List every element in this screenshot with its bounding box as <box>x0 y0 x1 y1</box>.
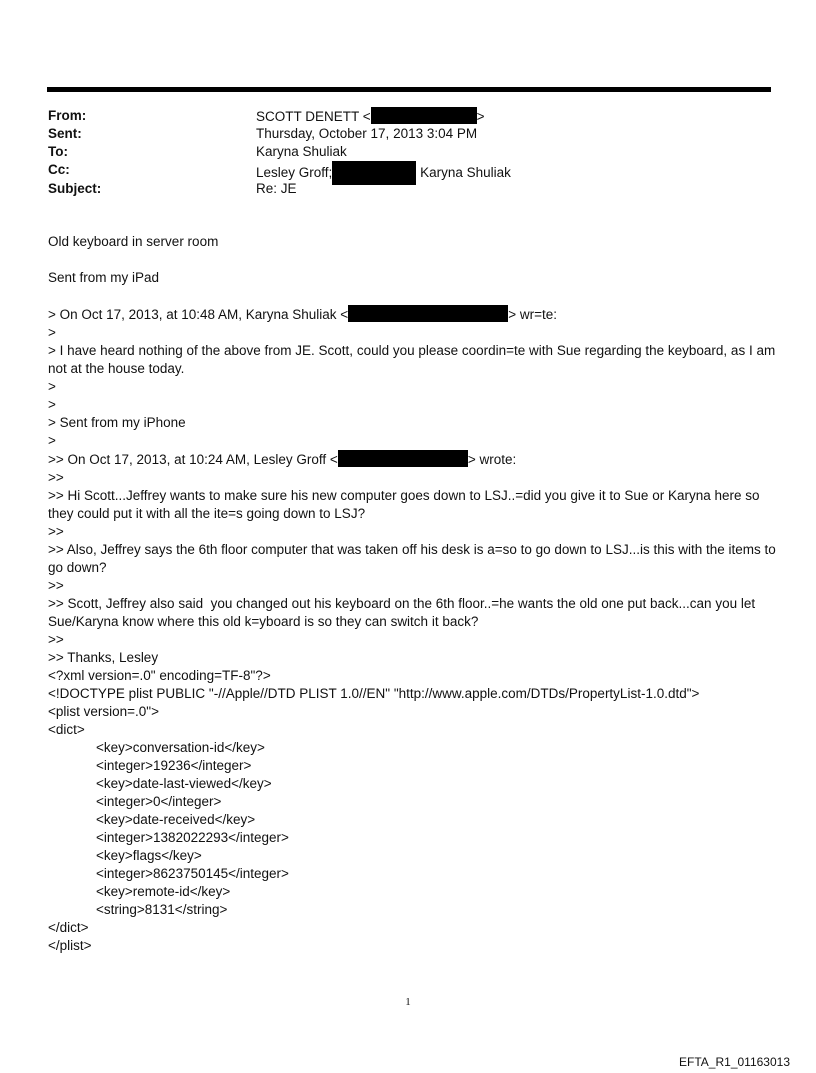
xml-line: </plist> <box>48 938 92 953</box>
subject-label: Subject: <box>48 181 102 196</box>
quote-line: >> <box>48 470 64 485</box>
sent-label: Sent: <box>48 126 82 141</box>
quote-line: >> <box>48 632 64 647</box>
quote-line: >> <box>48 578 64 593</box>
quote-line: >> Also, Jeffrey says the 6th floor computer that was taken off his desk is a=so to go down to LSJ...is this with the items to go down? <box>48 542 780 575</box>
cc-label: Cc: <box>48 162 70 177</box>
body-line: Sent from my iPad <box>48 270 160 285</box>
quote-line: > <box>48 325 56 340</box>
from-label: From: <box>48 108 87 123</box>
from-name: SCOTT DENETT < <box>256 109 371 124</box>
page-number: 1 <box>405 996 411 1008</box>
cc-first: Lesley Groff; <box>256 165 333 180</box>
redaction-bar <box>371 107 477 124</box>
redaction-bar <box>332 161 416 185</box>
xml-line: <integer>8623750145</integer> <box>96 866 289 881</box>
xml-line: <key>conversation-id</key> <box>96 740 265 755</box>
header-rule <box>47 87 771 92</box>
redaction-bar <box>348 305 508 322</box>
xml-line: <integer>1382022293</integer> <box>96 830 289 845</box>
body-line: Old keyboard in server room <box>48 234 219 249</box>
to-value: Karyna Shuliak <box>256 144 347 159</box>
xml-line: <?xml version=.0" encoding=TF-8"?> <box>48 668 271 683</box>
quote-line: >> Scott, Jeffrey also said you changed out his keyboard on the 6th floor..=he wants the old one put back...can you let Sue/Karyna know where this old k=yboard is so they can switch it back? <box>48 596 759 629</box>
email-body <box>48 233 778 955</box>
xml-line: <integer>19236</integer> <box>96 758 252 773</box>
quote-line: >> On Oct 17, 2013, at 10:24 AM, Lesley Groff < > wrote: <box>48 452 517 467</box>
quote-line: >> Hi Scott...Jeffrey wants to make sure his new computer goes down to LSJ..=did you give it to Sue or Karyna here so they could put it with all the ite=s going down to LSJ? <box>48 488 764 521</box>
quote-line: > <box>48 433 56 448</box>
xml-line: <dict> <box>48 722 85 737</box>
quote-line: > <box>48 397 56 412</box>
xml-line: <key>flags</key> <box>96 848 202 863</box>
quote-line: >> <box>48 524 64 539</box>
xml-line: <key>date-received</key> <box>96 812 256 827</box>
cc-last: Karyna Shuliak <box>420 165 511 180</box>
xml-line: <key>date-last-viewed</key> <box>96 776 272 791</box>
quote-line: > I have heard nothing of the above from JE. Scott, could you please coordin=te with Sue regarding the keyboard, as I am not at the house today. <box>48 343 779 376</box>
to-label: To: <box>48 144 68 159</box>
subject-value: Re: JE <box>256 181 297 196</box>
xml-line: <key>remote-id</key> <box>96 884 231 899</box>
sent-value: Thursday, October 17, 2013 3:04 PM <box>256 126 478 141</box>
from-tail: > <box>476 109 485 124</box>
xml-line: <integer>0</integer> <box>96 794 222 809</box>
xml-line: <string>8131</string> <box>96 902 228 917</box>
quote-line: >> Thanks, Lesley <box>48 650 159 665</box>
quote-line: > <box>48 379 56 394</box>
xml-line: <!DOCTYPE plist PUBLIC "-//Apple//DTD PLIST 1.0//EN" "http://www.apple.com/DTDs/PropertyList-1.0.dtd"> <box>48 686 700 701</box>
from-value <box>256 107 485 126</box>
redaction-bar <box>338 450 468 467</box>
bates-number: EFTA_R1_01163013 <box>679 1055 790 1069</box>
quote-line: > Sent from my iPhone <box>48 415 186 430</box>
xml-line: </dict> <box>48 920 89 935</box>
quote-line: > On Oct 17, 2013, at 10:48 AM, Karyna Shuliak < > wr=te: <box>48 307 557 322</box>
xml-line: <plist version=.0"> <box>48 704 159 719</box>
